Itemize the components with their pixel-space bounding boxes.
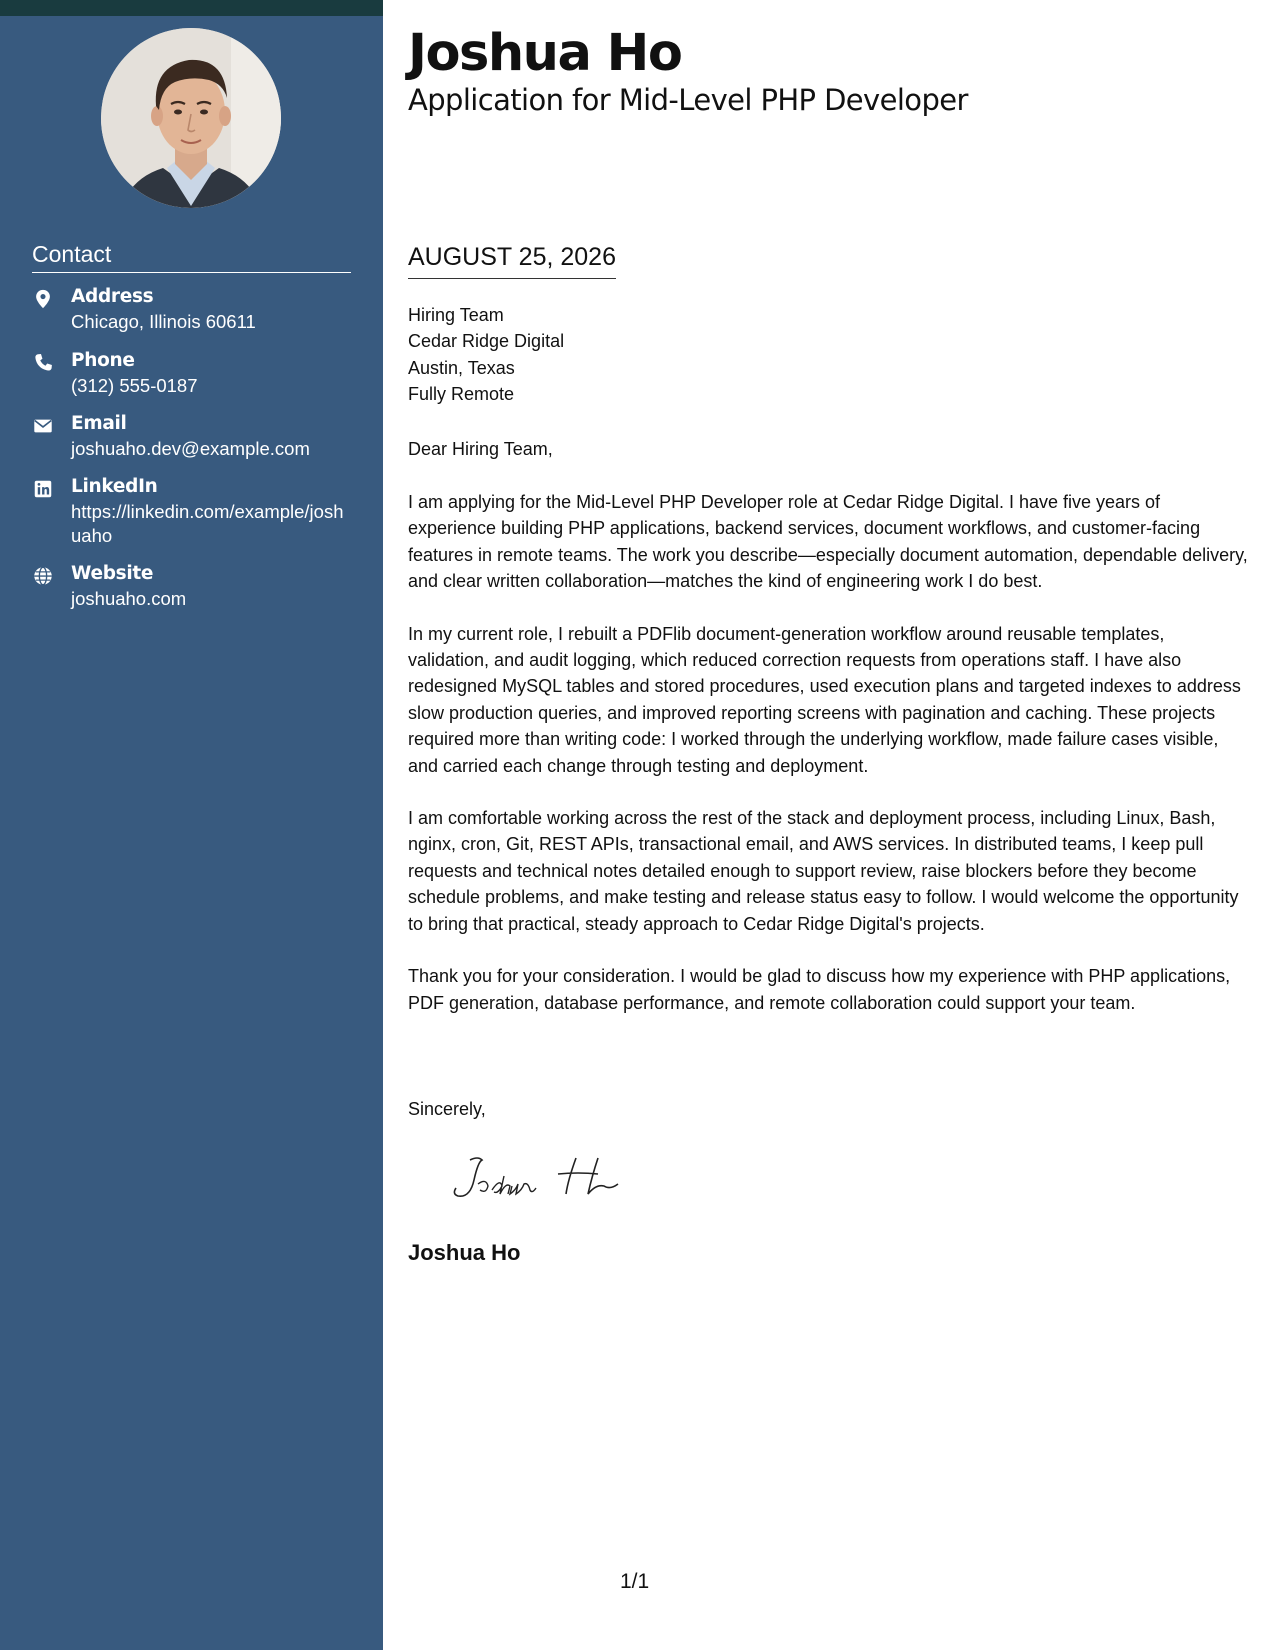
contact-item-address <box>32 286 362 336</box>
recipient-line: Austin, Texas <box>408 357 515 378</box>
sidebar <box>0 0 383 1650</box>
contact-item-linkedin <box>32 476 362 550</box>
body-paragraph: I am comfortable working across the rest of the stack and deployment process, including Linux, Bash, nginx, cron, Git, REST APIs, transactional email, and AWS services. In distributed teams, I keep pull requests and technical notes detailed enough to support review, raise blockers before they become schedule problems, and make testing and release status easy to follow. I would welcome the opportunity to bring that practical, steady approach to Cedar Ridge Digital's projects. <box>408 808 1239 934</box>
contact-item-website <box>32 563 362 613</box>
avatar <box>101 28 281 208</box>
website-value[interactable]: joshuaho.com <box>71 588 187 609</box>
letter-date: AUGUST 25, 2026 <box>408 243 616 279</box>
page-number: 1/1 <box>620 1570 650 1593</box>
role-subtitle: Application for Mid-Level PHP Developer <box>408 83 968 117</box>
linkedin-value[interactable]: https://linkedin.com/example/joshuaho <box>71 501 344 546</box>
handwritten-signature <box>448 1150 648 1210</box>
globe-icon <box>32 565 54 587</box>
website-label: Website <box>71 563 154 584</box>
recipient-line: Hiring Team <box>408 305 504 325</box>
body-paragraph: In my current role, I rebuilt a PDFlib document-generation workflow around reusable templates, validation, and audit logging, which reduced correction requests from operations staff. I have also redesigned MySQL tables and stored procedures, used execution plans and targeted indexes to address slow production queries, and improved reporting screens with pagination and caching. These projects required more than writing code: I worked through the underlying workflow, made failure cases visible, and carried each change through testing and deployment. <box>408 623 1241 776</box>
linkedin-label: LinkedIn <box>71 476 158 497</box>
contact-item-phone <box>32 350 362 400</box>
address-value: Chicago, Illinois 60611 <box>71 311 256 332</box>
body-paragraph: Thank you for your consideration. I would be glad to discuss how my experience with PHP applications, PDF generation, database performance, and remote collaboration could support your team. <box>408 966 1231 1013</box>
closing: Sincerely, <box>408 1099 486 1119</box>
phone-icon <box>32 352 54 374</box>
greeting: Dear Hiring Team, <box>408 439 553 459</box>
letter-body <box>408 489 1248 1042</box>
email-value[interactable]: joshuaho.dev@example.com <box>71 438 310 459</box>
recipient-line: Fully Remote <box>408 384 515 405</box>
map-pin-icon <box>32 288 54 310</box>
page-title: Joshua Ho <box>408 24 682 83</box>
email-label: Email <box>71 413 127 434</box>
contact-heading: Contact <box>32 241 351 273</box>
contact-item-email <box>32 413 362 463</box>
linkedin-icon <box>32 478 54 500</box>
phone-value: (312) 555-0187 <box>71 375 198 396</box>
sidebar-top-bar <box>0 0 383 16</box>
envelope-icon <box>32 415 54 437</box>
signed-name: Joshua Ho <box>408 1240 521 1265</box>
recipient-block <box>408 302 564 408</box>
body-paragraph: I am applying for the Mid-Level PHP Developer role at Cedar Ridge Digital. I have five years of experience building PHP applications, backend services, document workflows, and customer-facing features in remote teams. The work you describe—especially document automation, dependable delivery, and clear written collaboration—matches the kind of engineering work I do best. <box>408 492 1248 592</box>
address-label: Address <box>71 286 154 307</box>
phone-label: Phone <box>71 350 135 371</box>
recipient-line: Cedar Ridge Digital <box>408 331 565 352</box>
